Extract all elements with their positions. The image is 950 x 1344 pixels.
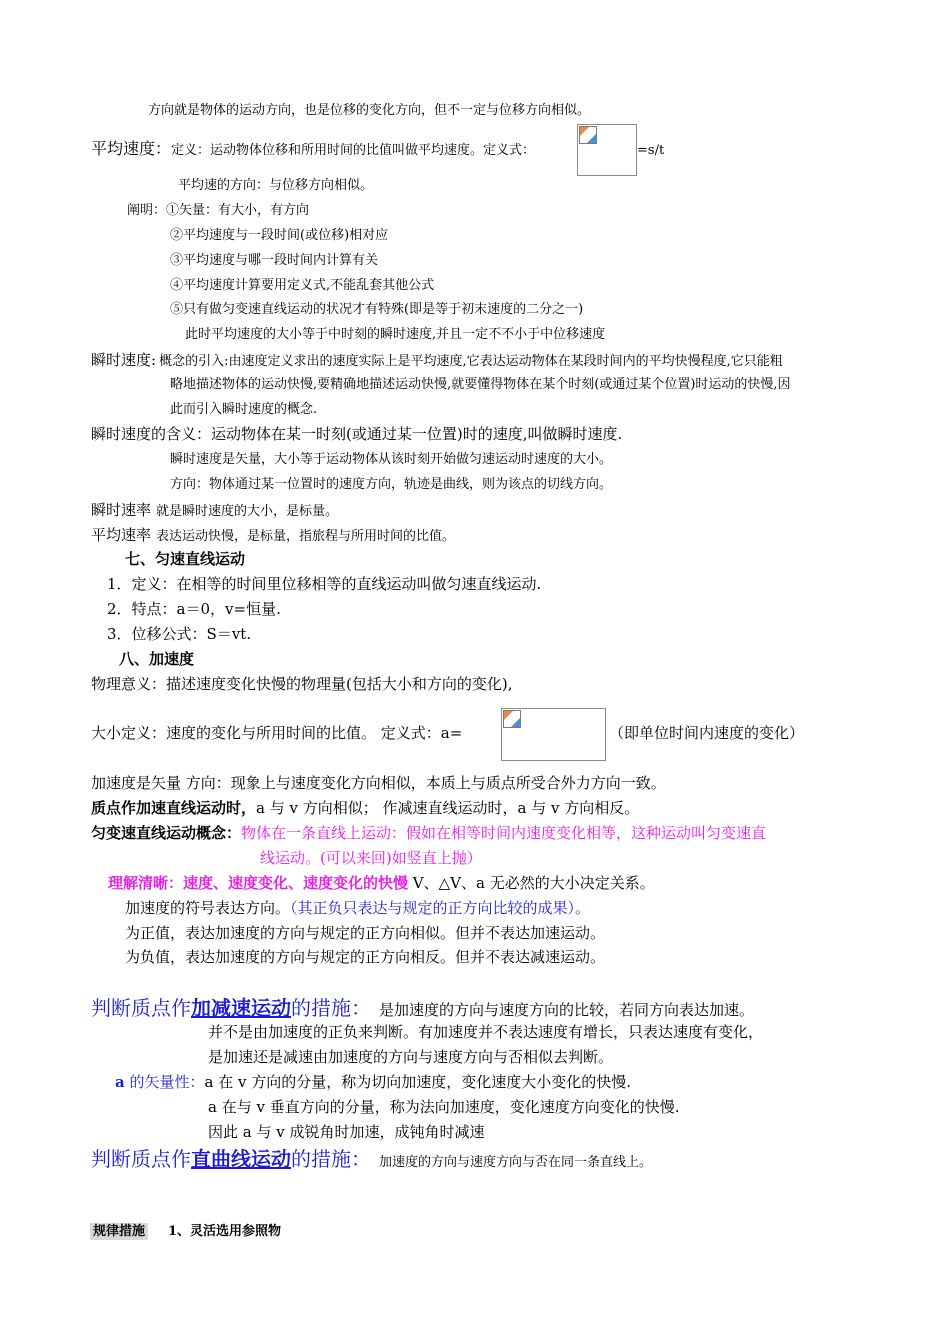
text-line: 3．位移公式：S＝vt. (107, 625, 252, 643)
text-line: 略地描述物体的运动快慢,要精确地描述运动快慢,就要懂得物体在某个时刻(或通过某个位置)时运动的快慢,因 (170, 377, 791, 392)
text-line: ③平均速度与哪一段时间内计算有关 (170, 253, 379, 268)
text-line: 因此 a 与 v 成锐角时加速，成钝角时减速 (208, 1123, 485, 1141)
vector-heading: 的矢量性： (124, 1073, 205, 1091)
broken-image-icon (503, 710, 521, 728)
text-line: 1．定义：在相等的时间里位移相等的直线运动叫做匀速直线运动. (107, 575, 542, 593)
text-line: 为负值，表达加速度的方向与规定的正方向相反。但并不表达减速运动。 (125, 948, 606, 966)
broken-image-icon (579, 126, 597, 144)
understanding-line (108, 876, 655, 891)
method-line (90, 1225, 281, 1238)
avg-speed-definition: 定义：运动物体位移和所用时间的比值叫做平均速度。定义式： (171, 143, 536, 158)
judge-accel-line (91, 998, 754, 1018)
text-line: 方向：物体通过某一位置时的速度方向，轨迹是曲线，则为该点的切线方向。 (170, 477, 613, 492)
instant-speed-intro: 概念的引入:由速度定义求出的速度实际上是平均速度,它表达运动物体在某段时间内的平均快慢程度,它只能粗 (159, 354, 783, 369)
understanding-heading: 理解清晰：速度、速度变化、速度变化的快慢 (108, 874, 409, 892)
judge-curve-text: 加速度的方向与速度方向与否在同一条直线上。 (379, 1155, 653, 1170)
vector-text: a 在 v 方向的分量，称为切向加速度，变化速度大小变化的快慢. (204, 1073, 632, 1091)
avg-speed-line (91, 141, 535, 157)
accel-definition-note: （即单位时间内速度的变化） (609, 724, 805, 742)
judge-accel-heading-suffix: 的措施： (291, 996, 371, 1020)
judge-accel-keyword: 加减速运动 (191, 996, 291, 1020)
text-line: 方向就是物体的运动方向，也是位移的变化方向，但不一定与位移方向相似。 (148, 103, 591, 118)
text-line: 线运动。(可以来回)如竖直上抛） (260, 849, 482, 867)
text-line: 加速度是矢量 方向：现象上与速度变化方向相似，本质上与质点所受合外力方向一致。 (91, 774, 666, 792)
text-line: 平均速的方向：与位移方向相似。 (178, 178, 374, 193)
method-item: 1、灵活选用参照物 (168, 1224, 282, 1239)
understanding-text: V、△V、a 无必然的大小决定关系。 (408, 874, 655, 892)
sign-line (125, 901, 590, 916)
accel-motion-line (91, 801, 639, 816)
text-line: ⑤只有做匀变速直线运动的状况才有特殊(即是等于初末速度的二分之一) (170, 302, 584, 317)
text-line: 瞬时速度是矢量，大小等于运动物体从该时刻开始做匀速运动时速度的大小。 (170, 452, 613, 467)
judge-curve-keyword: 直曲线运动 (191, 1147, 291, 1171)
avg-rate-text: 表达运动快慢，是标量，指旅程与所用时间的比值。 (156, 529, 456, 544)
section-heading: 八、加速度 (119, 650, 195, 668)
uniform-accel-text: 物体在一条直线上运动：假如在相等时间内速度变化相等，这种运动叫匀变速直 (241, 824, 767, 842)
text-line: 是加速还是减速由加速度的方向与速度方向与否相似去判断。 (208, 1048, 614, 1066)
sign-note: （其正负只表达与规定的正方向比较的成果）。 (290, 899, 591, 917)
instant-rate-line (91, 502, 338, 518)
text-line: a 在与 v 垂直方向的分量，称为法向加速度，变化速度方向变化的快慢. (208, 1098, 680, 1116)
instant-speed-line (91, 352, 783, 368)
uniform-accel-heading: 匀变速直线运动概念： (91, 824, 242, 842)
text-line: 为正值，表达加速度的方向与规定的正方向相似。但并不表达加速运动。 (125, 924, 606, 942)
uniform-accel-line (91, 826, 766, 841)
judge-curve-line (91, 1149, 652, 1169)
accel-motion-heading: 质点作加速直线运动时， (91, 799, 257, 817)
avg-rate-heading: 平均速率 (91, 526, 152, 544)
instant-speed-heading: 瞬时速度: (91, 351, 157, 369)
accel-definition: 大小定义：速度的变化与所用时间的比值。 定义式：a= (91, 724, 463, 742)
text-line: 瞬时速度的含义：运动物体在某一时刻(或通过某一位置)时的速度,叫做瞬时速度. (91, 425, 623, 443)
avg-speed-heading: 平均速度： (91, 139, 172, 158)
formula-image-placeholder (577, 124, 637, 176)
instant-rate-heading: 瞬时速率 (91, 501, 152, 519)
text-line: 此而引入瞬时速度的概念. (170, 402, 318, 417)
vector-heading-a: a (115, 1073, 125, 1091)
text-line: ②平均速度与一段时间(或位移)相对应 (170, 228, 389, 243)
judge-curve-heading: 判断质点作 (91, 1147, 191, 1171)
text-line: 物理意义：描述速度变化快慢的物理量(包括大小和方向的变化), (91, 675, 513, 693)
text-line: 2．特点：a＝0，v=恒量. (107, 600, 281, 618)
judge-accel-heading: 判断质点作 (91, 996, 191, 1020)
formula-suffix: =s/t (637, 143, 665, 158)
instant-rate-text: 就是瞬时速度的大小，是标量。 (156, 504, 339, 519)
text-line: 阐明：①矢量：有大小，有方向 (127, 203, 310, 218)
formula-image-placeholder (501, 708, 606, 761)
judge-curve-heading-suffix: 的措施： (291, 1147, 371, 1171)
text-line: 此时平均速度的大小等于中时刻的瞬时速度,并且一定不不小于中位移速度 (185, 327, 606, 342)
sign-text: 加速度的符号表达方向。 (125, 899, 291, 917)
method-label: 规律措施 (90, 1223, 148, 1240)
text-line: 并不是由加速度的正负来判断。有加速度并不表达速度有增长，只表达速度有变化， (208, 1023, 764, 1041)
judge-accel-text: 是加速度的方向与速度方向的比较，若同方向表达加速。 (379, 1001, 755, 1019)
accel-motion-text: a 与 v 方向相似； 作减速直线运动时，a 与 v 方向相反。 (256, 799, 640, 817)
avg-rate-line (91, 527, 455, 543)
section-heading: 七、匀速直线运动 (125, 550, 246, 568)
text-line: ④平均速度计算要用定义式,不能乱套其他公式 (170, 278, 435, 293)
vector-line (115, 1075, 631, 1090)
